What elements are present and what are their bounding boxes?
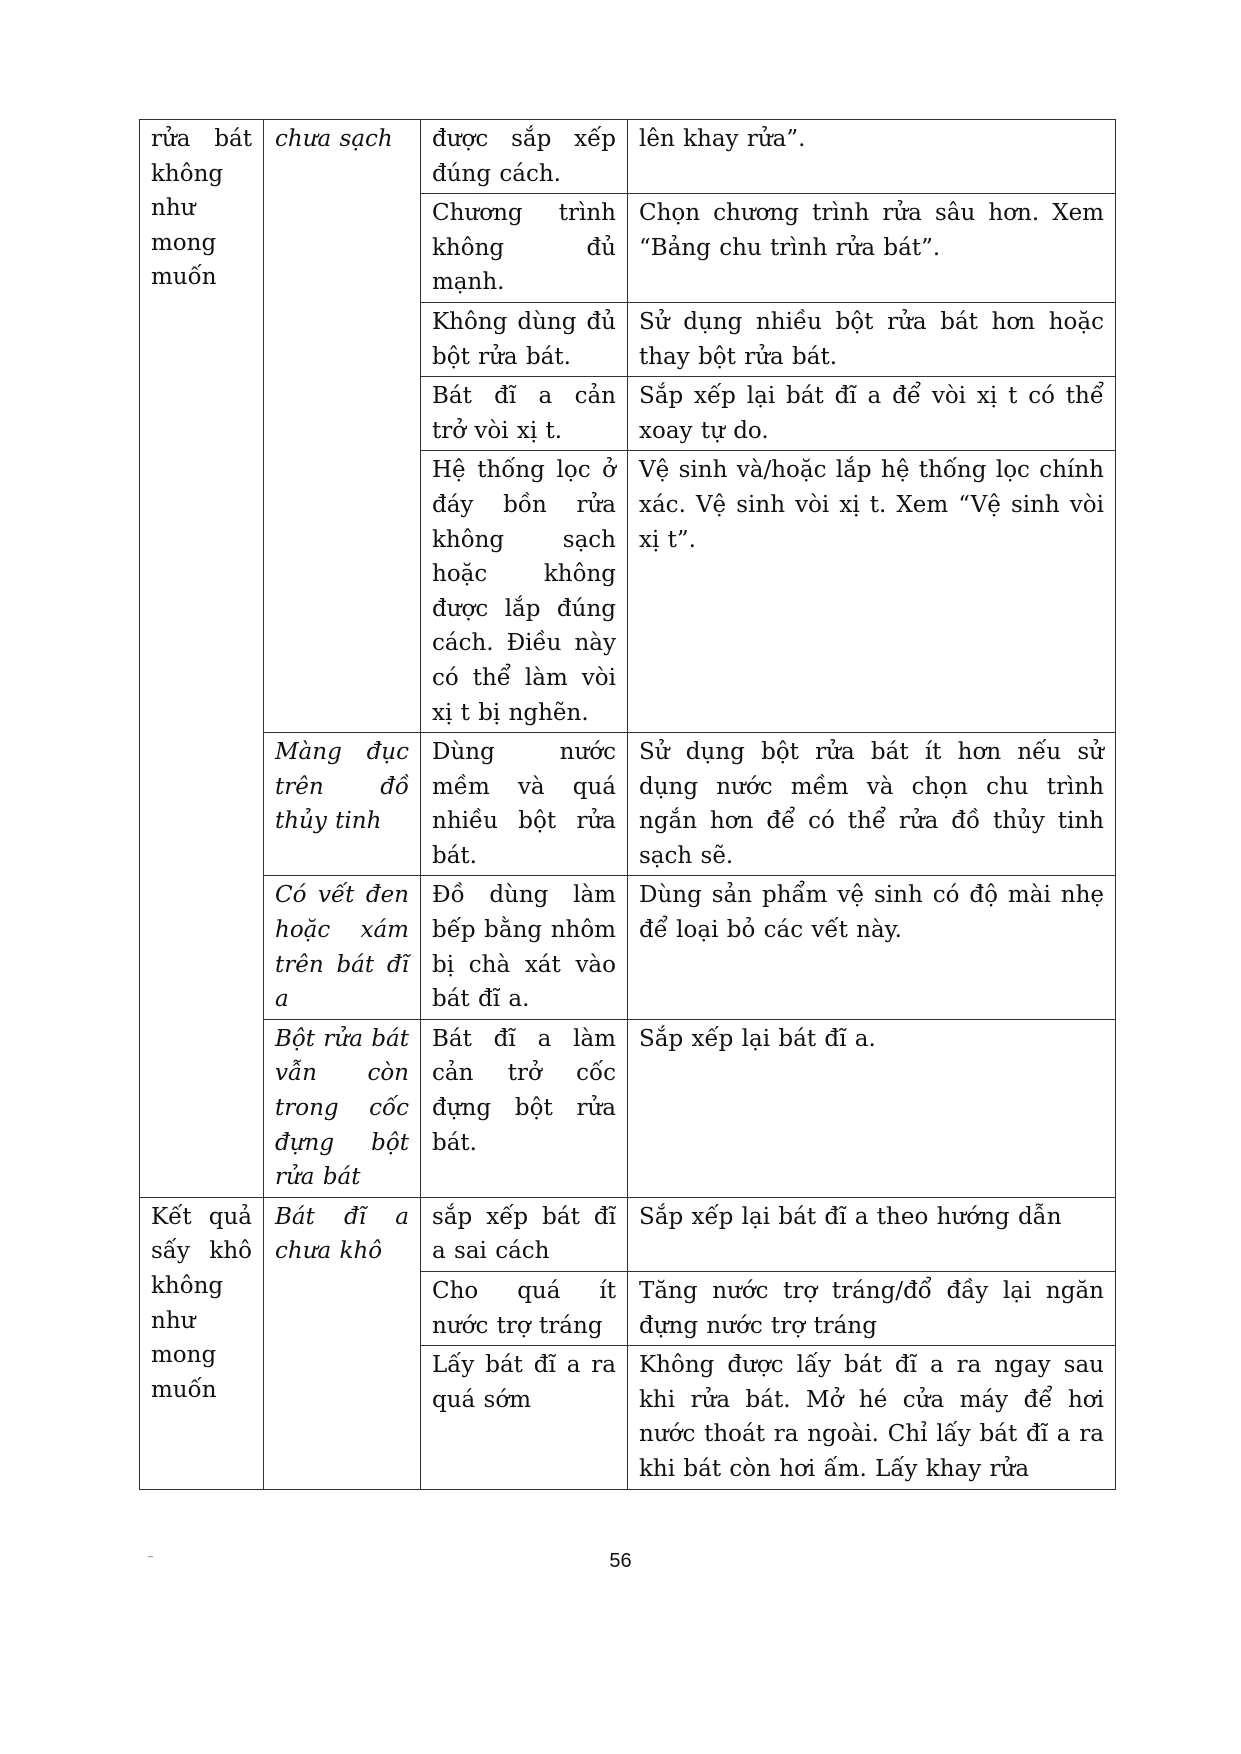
solution-cell: lên khay rửa”. [628,120,1116,194]
page-number: 56 [609,1550,632,1572]
cause-cell: Dùng nước mềm và quá nhiều bột rửa bát. [421,733,628,876]
solution-cell: Dùng sản phẩm vệ sinh có độ mài nhẹ để loại bỏ các vết này. [628,876,1116,1019]
cause-cell: Bát đĩ a cản trở vòi xị t. [421,377,628,451]
table-row [140,733,1116,876]
footer-mark: – [148,1551,154,1561]
table-row [140,1019,1116,1197]
cause-cell: Không dùng đủ bột rửa bát. [421,302,628,376]
solution-cell: Sắp xếp lại bát đĩ a theo hướng dẫn [628,1197,1116,1271]
cause-cell: Lấy bát đĩ a ra quá sớm [421,1346,628,1489]
problem-cell: rửa bát không như mong muốn [140,120,264,1198]
solution-cell: Chọn chương trình rửa sâu hơn. Xem “Bảng chu trình rửa bát”. [628,194,1116,303]
solution-cell: Sắp xếp lại bát đĩ a để vòi xị t có thể xoay tự do. [628,377,1116,451]
cause-cell: Chương trình không đủ mạnh. [421,194,628,303]
cause-cell: sắp xếp bát đĩ a sai cách [421,1197,628,1271]
cause-cell: Cho quá ít nước trợ tráng [421,1272,628,1346]
issue-cell: Bát đĩ a chưa khô [264,1197,421,1489]
cause-cell: Hệ thống lọc ở đáy bồn rửa không sạch hoặc không được lắp đúng cách. Điều này có thể làm vòi xị t bị nghẽn. [421,451,628,733]
issue-cell: chưa sạch [264,120,421,733]
issue-cell: Bột rửa bát vẫn còn trong cốc đựng bột rửa bát [264,1019,421,1197]
table-row [140,1197,1116,1271]
cause-cell: được sắp xếp đúng cách. [421,120,628,194]
table-row [140,120,1116,194]
solution-cell: Vệ sinh và/hoặc lắp hệ thống lọc chính xác. Vệ sinh vòi xị t. Xem “Vệ sinh vòi xị t”. [628,451,1116,733]
cause-cell: Bát đĩ a làm cản trở cốc đựng bột rửa bát. [421,1019,628,1197]
issue-cell: Màng đục trên đồ thủy tinh [264,733,421,876]
solution-cell: Tăng nước trợ tráng/đổ đầy lại ngăn đựng nước trợ tráng [628,1272,1116,1346]
solution-cell: Sử dụng nhiều bột rửa bát hơn hoặc thay bột rửa bát. [628,302,1116,376]
solution-cell: Sử dụng bột rửa bát ít hơn nếu sử dụng nước mềm và chọn chu trình ngắn hơn để có thể rửa đồ thủy tinh sạch sẽ. [628,733,1116,876]
table-row [140,876,1116,1019]
issue-cell: Có vết đen hoặc xám trên bát đĩ a [264,876,421,1019]
problem-cell: Kết quả sấy khô không như mong muốn [140,1197,264,1489]
cause-cell: Đồ dùng làm bếp bằng nhôm bị chà xát vào bát đĩ a. [421,876,628,1019]
troubleshooting-table [139,119,1116,1490]
solution-cell: Không được lấy bát đĩ a ra ngay sau khi rửa bát. Mở hé cửa máy để hơi nước thoát ra ngoài. Chỉ lấy bát đĩ a ra khi bát còn hơi ấm. Lấy khay rửa [628,1346,1116,1489]
solution-cell: Sắp xếp lại bát đĩ a. [628,1019,1116,1197]
